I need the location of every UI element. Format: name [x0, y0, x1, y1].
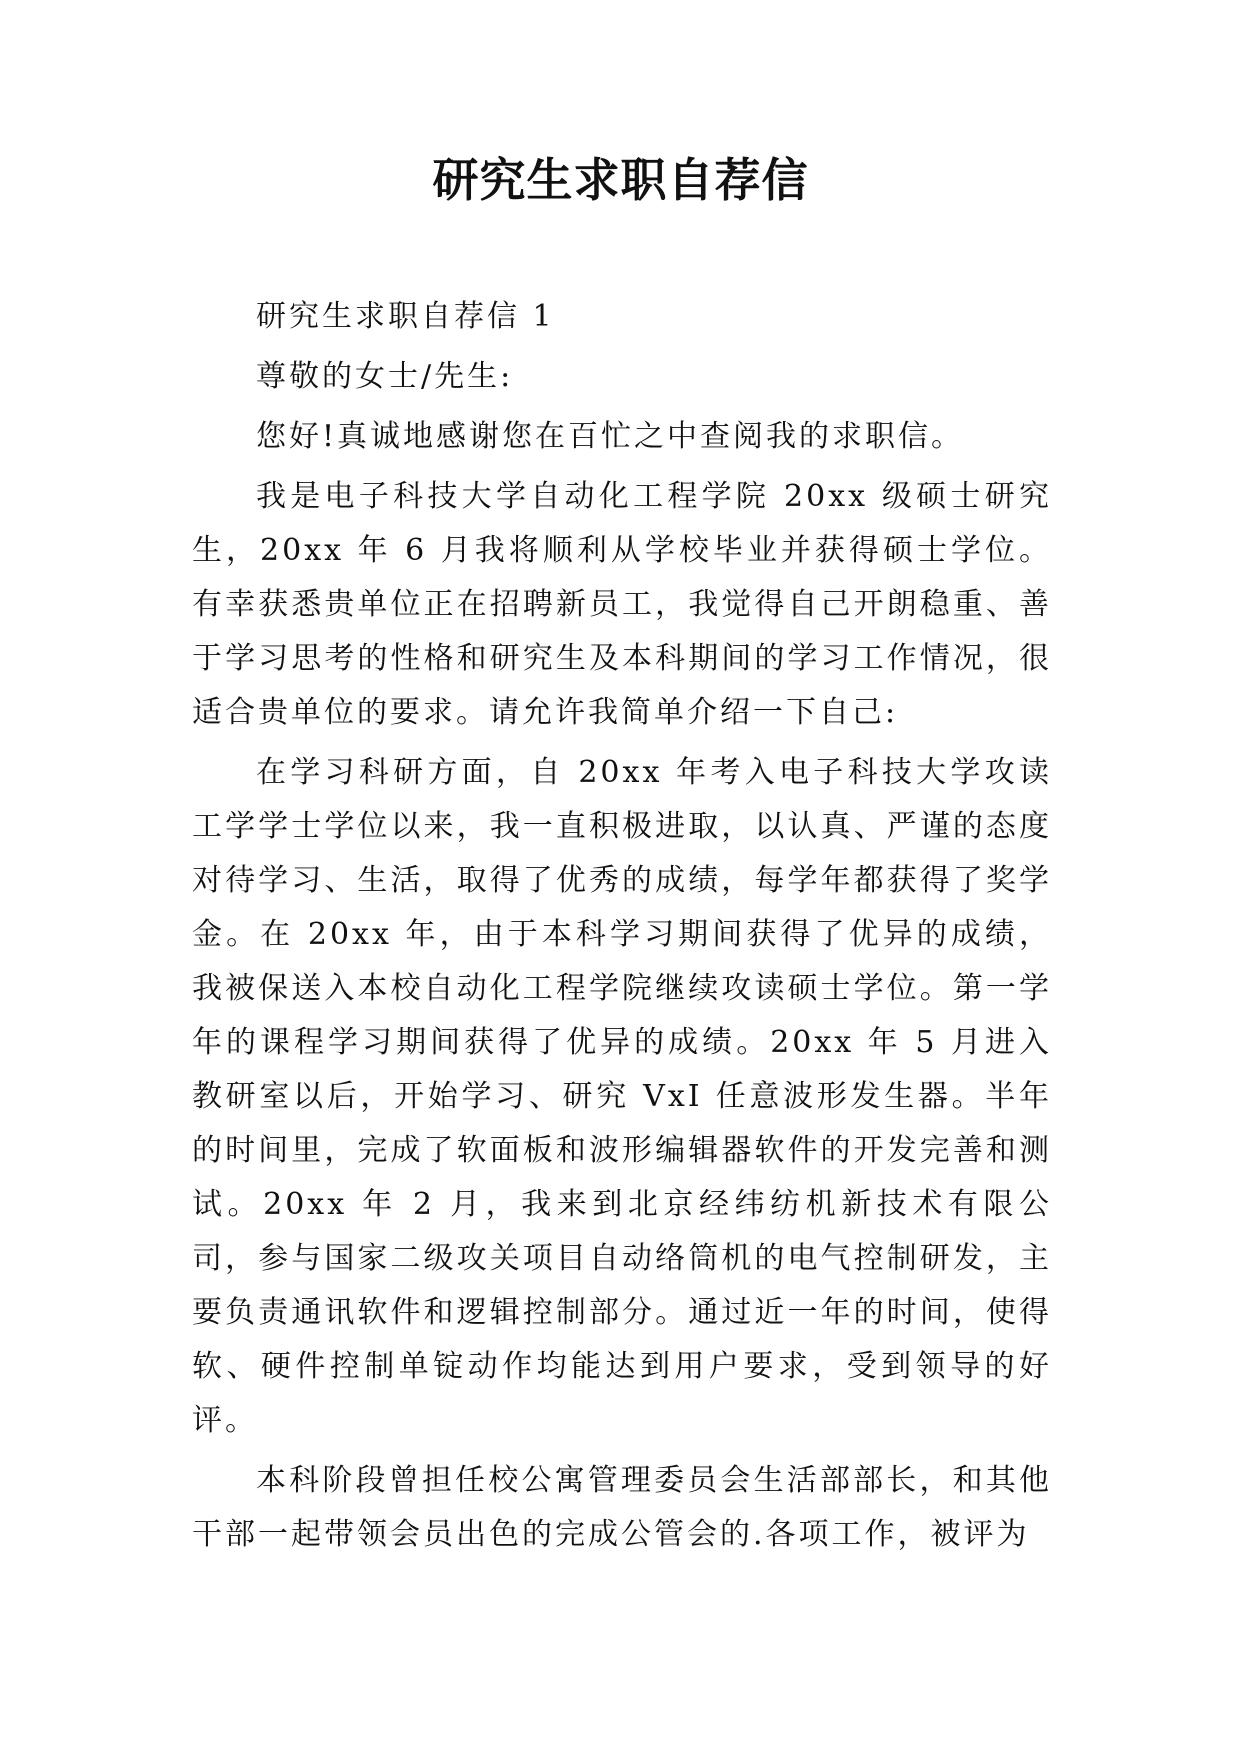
document-title: 研究生求职自荐信 [432, 153, 809, 207]
paragraph-introduction: 我是电子科技大学自动化工程学院 20xx 级硕士研究生，20xx 年 6 月我将顺利从学校毕业并获得硕士学位。有幸获悉贵单位正在招聘新员工，我觉得自己开朗稳重、善于学习思考的性格和研究生及本科期间的学习工作情况，很适合贵单位的要求。请允许我简单介绍一下自己: [192, 479, 1052, 730]
paragraph-research: 在学习科研方面，自 20xx 年考入电子科技大学攻读工学学士学位以来，我一直积极进取，以认真、严谨的态度对待学习、生活，取得了优秀的成绩，每学年都获得了奖学金。在 20xx 年，由于本科学习期间获得了优异的成绩，我被保送入本校自动化工程学院继续攻读硕士学位。第一学年的课程学习期间获得了优异的成绩。20xx 年 5 月进入教研室以后，开始学习、研究 VxI 任意波形发生器。半年的时间里，完成了软面板和波形编辑器软件的开发完善和测试。20xx 年 2 月，我来到北京经纬纺机新技术有限公司，参与国家二级攻关项目自动络筒机的电气控制研发，主要负责通讯软件和逻辑控制部分。通过近一年的时间，使得软、硬件控制单锭动作均能达到用户要求，受到领导的好评。 [192, 755, 1052, 1438]
paragraph-salutation: 尊敬的女士/先生: [256, 359, 514, 394]
document-body [192, 290, 1052, 1568]
paragraph-activities: 本科阶段曾担任校公寓管理委员会生活部部长，和其他干部一起带领会员出色的完成公管会的.各项工作，被评为 [192, 1463, 1052, 1552]
paragraph-greeting: 您好!真诚地感谢您在百忙之中查阅我的求职信。 [256, 419, 965, 454]
paragraph-heading: 研究生求职自荐信 1 [256, 299, 555, 334]
